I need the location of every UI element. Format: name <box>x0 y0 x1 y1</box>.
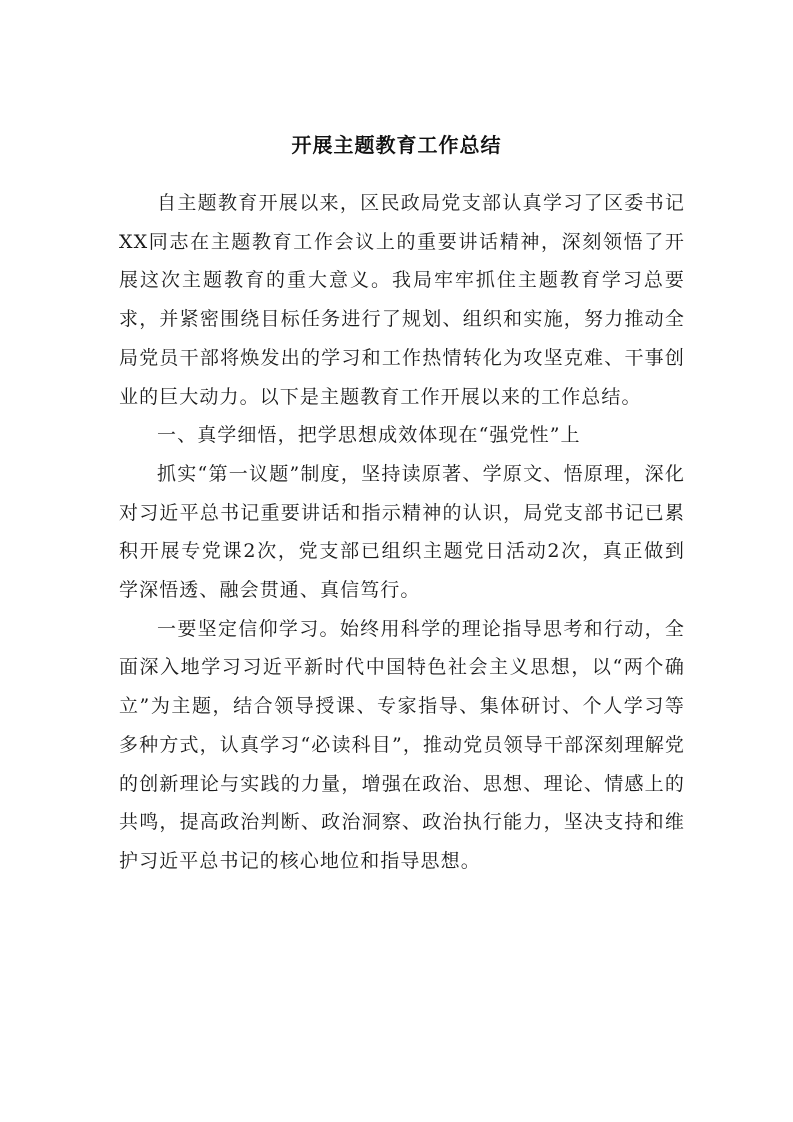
document-title: 开展主题教育工作总结 <box>291 133 502 157</box>
intro-paragraph: 自主题教育开展以来，区民政局党支部认真学习了区委书记XX同志在主题教育工作会议上的重要讲话精神，深刻领悟了开展这次主题教育的重大意义。我局牢牢抓住主题教育学习总要求，并紧密围绕目标任务进行了规划、组织和实施，努力推动全局党员干部将焕发出的学习和工作热情转化为攻坚克难、干事创业的巨大动力。以下是主题教育工作开展以来的工作总结。 <box>119 192 685 408</box>
section-heading: 一、真学细悟，把学思想成效体现在“强党性”上 <box>157 424 581 447</box>
study-paragraph: 一要坚定信仰学习。始终用科学的理论指导思考和行动，全面深入地学习习近平新时代中国特色社会主义思想，以“两个确立”为主题，结合领导授课、专家指导、集体研讨、个人学习等多种方式，认真学习“必读科目”，推动党员领导干部深刻理解党的创新理论与实践的力量，增强在政治、思想、理论、情感上的共鸣，提高政治判断、政治洞察、政治执行能力，坚决支持和维护习近平总书记的核心地位和指导思想。 <box>119 617 685 872</box>
document-body <box>119 184 685 881</box>
section-paragraph: 抓实“第一议题”制度，坚持读原著、学原文、悟原理，深化对习近平总书记重要讲话和指示精神的认识，局党支部书记已累积开展专党课2次，党支部已组织主题党日活动2次，真正做到学深悟透、融会贯通、真信笃行。 <box>119 462 685 602</box>
